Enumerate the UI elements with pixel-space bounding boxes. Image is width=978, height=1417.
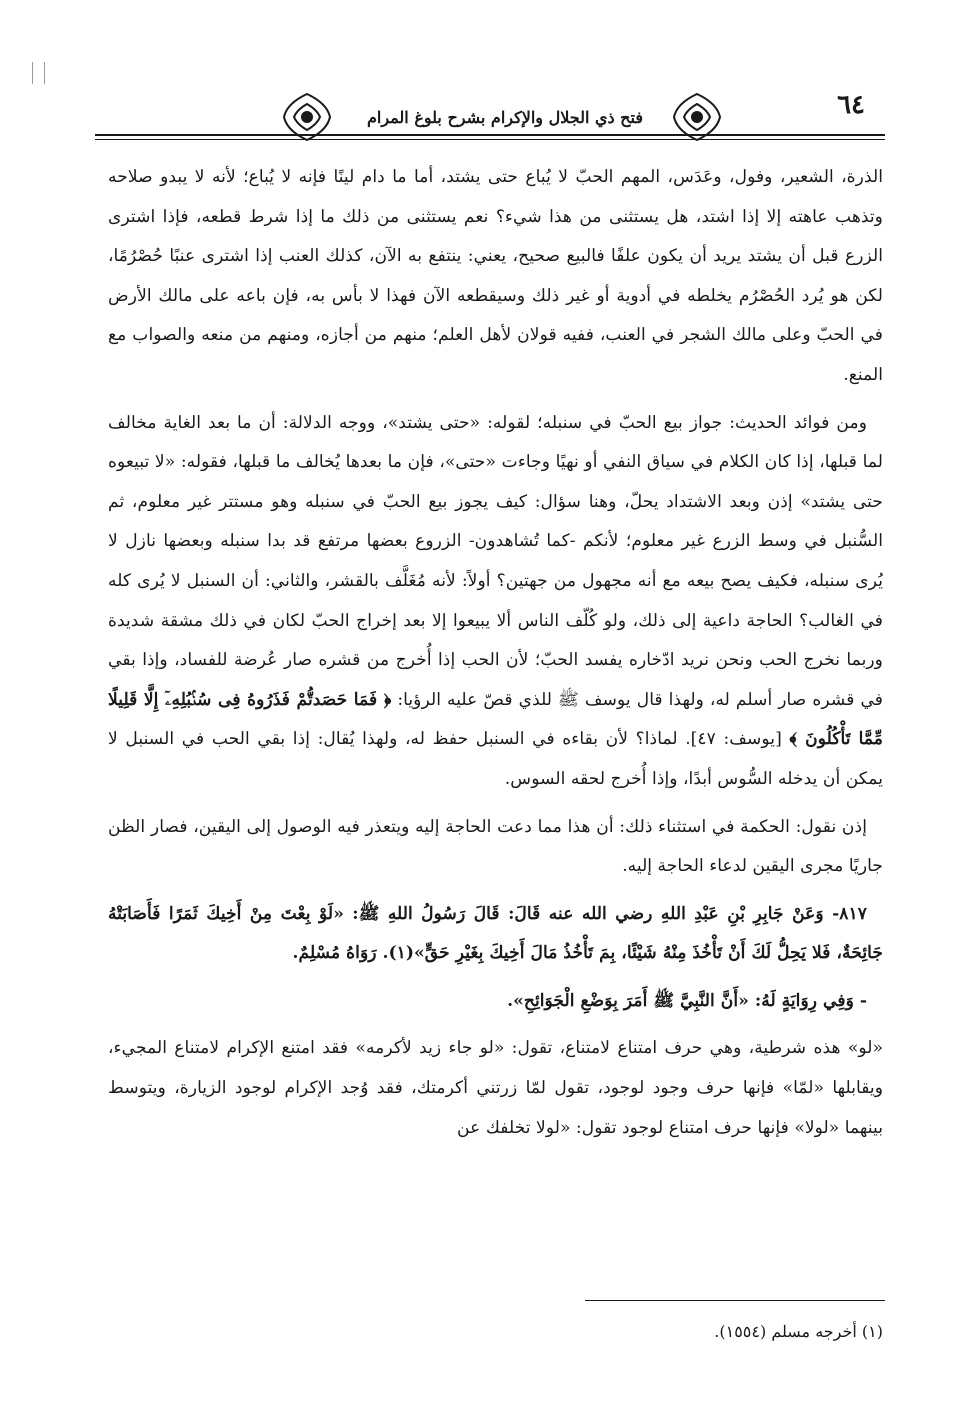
paragraph: إذن نقول: الحكمة في استثناء ذلك: أن هذا مما دعت الحاجة إليه ويتعذر فيه الوصول إلى اليقين، فصار الظن جاريًا مجرى اليقين لدعاء الحاجة إليه. [108,816,883,877]
header-rule [95,134,885,136]
page-header [95,88,885,148]
main-text [108,158,883,1156]
quran-verse: ﴿ فَمَا حَصَدتُّمْ فَذَرُوهُ فِى سُنۢبُلِهِۦٓ إِلَّا قَلِيلًا مِّمَّا تَأْكُلُونَ ﴾ [108,689,884,750]
paragraph-text: ومن فوائد الحديث: جواز بيع الحبّ في سنبله؛ لقوله: «حتى يشتد»، ووجه الدلالة: أن ما بعد الغاية مخالف لما قبلها، إذا كان الكلام في سياق النفي أو نهيًا وجاءت «حتى»، فإن ما بعدها يُخالف ما قبلها، فقوله: «لا تبيعوه حتى يشتد» إذن وبعد الاشتداد يحلّ، وهنا سؤال: كيف يجوز بيع الحبّ في سنبله وهو مستتر غير معلوم، ثم السُّنبل في وسط الزرع غير معلوم؛ لأنكم -كما تُشاهدون- الزروع بعضها مرتفع قد بدا سنبله وبعضها نازل لا يُرى سنبله، فكيف يصح بيعه مع أنه مجهول من جهتين؟ أولاً: لأنه مُغَلَّف بالقشر، والثاني: أن السنبل لا يُرى كله في الغالب؟ الحاجة داعية إلى ذلك، ولو كُلّف الناس ألا يبيعوا إلا بعد إخراج الحبّ لكان في ذلك مشقة شديدة وربما نخرج الحب ونحن نريد ادّخاره يفسد الحبّ؛ لأن الحب إذا أُخرج من قشره صار عُرضة للفساد، وإذا بقي في قشره صار أسلم له، ولهذا قال يوسف ﷺ للذي قصّ عليه الرؤيا: [108,412,883,710]
paragraph: الذرة، الشعير، وفول، وعَدَس، المهم الحبّ لا يُباع حتى يشتد، أما ما دام لينًا فإنه لا يُباع؛ لأنه لا يبدو صلاحه وتذهب عاهته إلا إذا اشتد، هل يستثنى من هذا شيء؟ نعم يستثنى من ذلك ما إذا شرط قطعه، فإذا اشترى الزرع قبل أن يشتد يريد أن يكون علفًا فالبيع صحيح، يعني: ينتفع به الآن، كذلك العنب إذا اشترى عنبًا حُصْرُمًا، لكن هو يُرد الحُصْرُم يخلطه في أدوية أو غير ذلك وسيقطعه الآن فهذا لا بأس به، فإن باعه على مالك الأرض في الحبّ وعلى مالك الشجر في العنب، ففيه قولان لأهل العلم؛ منهم من أجازه، ومنهم من منعه والصواب مع المنع. [108,167,883,385]
page-number: ٦٤ [837,90,865,120]
footnote-rule [585,1300,885,1301]
paragraph-text: لماذا؟ لأن بقاءه في السنبل حفظ له، ولهذا يُقال: إذا بقي الحب في السنبل لا يمكن أن يدخله السُّوس أبدًا، وإذا أُخرج لحقه السوس. [108,729,883,789]
verse-reference: [يوسف: ٤٧]. [685,729,782,750]
header-rule-thin [95,139,885,140]
hadith-text: ٨١٧- وَعَنْ جَابِرِ بْنِ عَبْدِ اللهِ رضي الله عنه قَالَ: قَالَ رَسُولُ اللهِ ﷺ: «لَوْ بِعْتَ مِنْ أَخِيكَ ثَمَرًا فَأَصَابَتْهُ جَائِحَةٌ، فَلا يَحِلُّ لَكَ أَنْ تَأْخُذَ مِنْهُ شَيْئًا، بِمَ تَأْخُذُ مَالَ أَخِيكَ بِغَيْرِ حَقٍّ»(١). رَوَاهُ مُسْلِمٌ. [108,903,883,964]
paragraph: «لو» هذه شرطية، وهي حرف امتناع لامتناع، تقول: «لو جاء زيد لأكرمه» فقد امتنع الإكرام لامتناع المجيء، ويقابلها «لمّا» فإنها حرف وجود لوجود، تقول لمّا زرتني أكرمتك، فقد وُجد الإكرام لوجود الزيارة، ويتوسط بينهما «لولا» فإنها حرف امتناع لوجود تقول: «لولا تخلفك عن [108,1038,883,1138]
footnote: (١) أخرجه مسلم (١٥٥٤). [714,1322,883,1341]
hadith-riwaya: - وَفِي رِوَايَةٍ لَهُ: «أَنَّ النَّبِيَّ ﷺ أَمَرَ بِوَضْعِ الْجَوَائِحِ». [507,990,867,1011]
running-title: فتح ذي الجلال والإكرام بشرح بلوغ المرام [367,108,643,127]
paragraph [108,404,883,800]
margin-tick [32,62,33,84]
margin-tick [44,62,45,84]
